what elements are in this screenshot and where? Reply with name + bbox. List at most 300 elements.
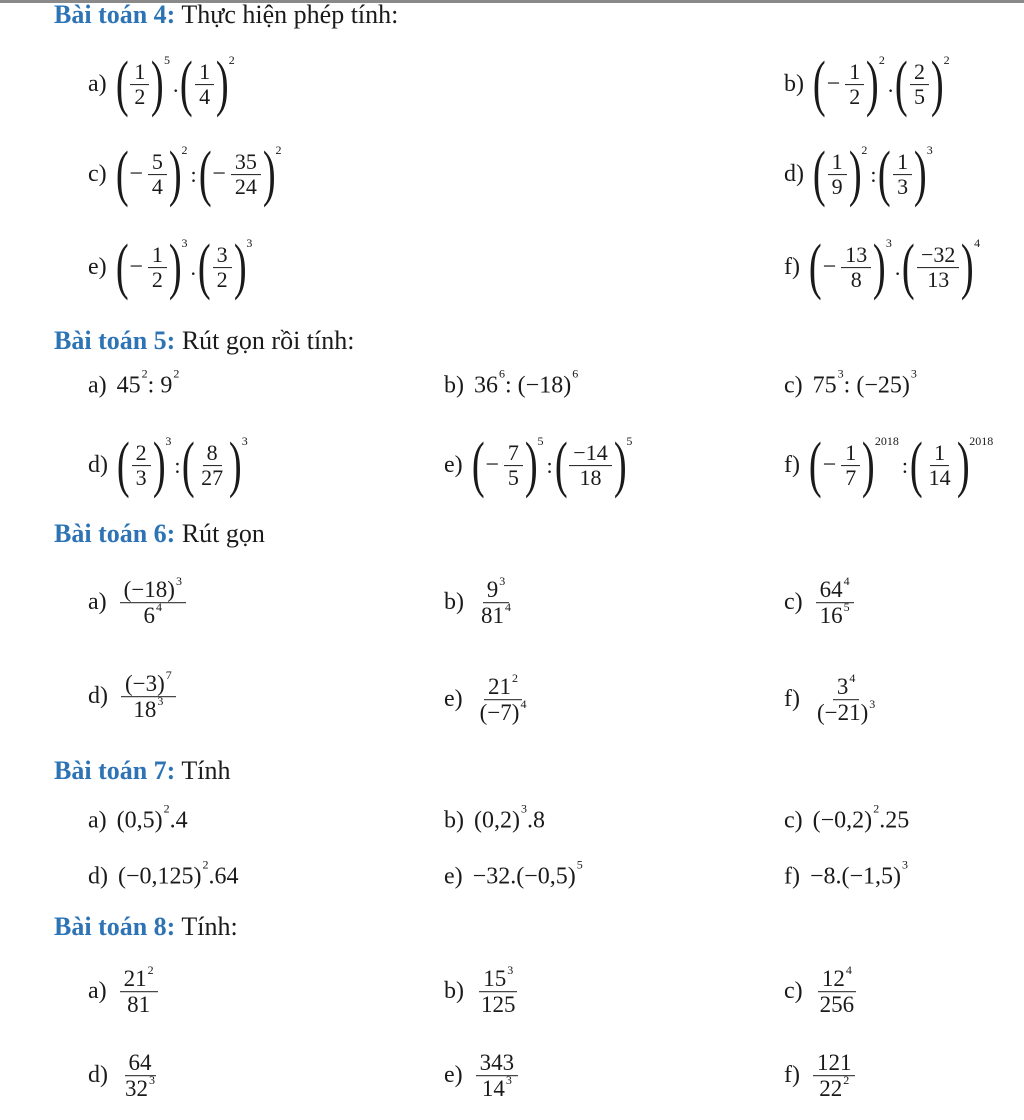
numerator: 1 [828,150,847,175]
denominator [129,694,167,723]
exponent: 7 [165,668,172,683]
exercise-label: e) [444,1062,463,1089]
exponent: 3 [165,434,172,449]
fraction [893,150,912,199]
rest: .25 [879,807,910,834]
base: 36 [474,372,498,399]
denominator: 9 [831,174,843,200]
exercise-4e [88,233,253,302]
exercise-label: d) [88,452,108,479]
exponent: 5 [843,600,850,615]
exponent: 5 [163,53,170,68]
fraction [195,60,214,109]
exponent: 3 [869,697,876,712]
left-paren: ( [180,50,194,119]
denominator: 2 [216,267,228,293]
math-expression [808,431,994,500]
right-paren: ) [262,140,276,209]
exponent: 2 [512,671,519,686]
exercise-7d [88,857,239,891]
numerator-base: (−18) [123,577,175,603]
operator: : [901,452,908,478]
base: −32.(−0,5) [472,863,576,890]
math-expression [117,574,189,629]
exponent: 5 [537,434,544,449]
fraction [813,671,879,726]
exercise-label: f) [784,452,800,479]
numerator: −32 [917,243,959,268]
left-paren: ( [878,140,892,209]
numerator: −14 [569,441,611,466]
math-expression [117,963,161,1018]
numerator-base: (−3) [125,671,165,697]
fraction [120,574,186,629]
numerator [818,963,856,992]
problem-5-heading [54,326,354,356]
math-expression [471,431,633,500]
numerator [833,671,860,700]
math-expression [473,1050,522,1102]
exercise-label: f) [784,1062,800,1089]
fraction [121,668,176,723]
math-expression [809,857,909,891]
power-term [878,140,933,209]
math-expression [473,671,534,726]
math-expression [812,50,950,119]
fraction [148,150,167,199]
denominator: 5 [507,465,519,491]
exponent: 2 [873,801,880,816]
numerator: 1 [893,150,912,175]
exponent: 2 [202,857,209,872]
exponent: 3 [241,434,248,449]
left-paren: ( [471,431,485,500]
exercise-label: d) [88,683,108,710]
denominator: 2 [134,84,146,110]
exercise-label: d) [88,863,108,890]
denominator: 3 [897,174,909,200]
power-term [812,50,885,119]
numerator [484,671,522,700]
exponent: 2 [163,801,170,816]
numerator-base: 3 [836,674,849,700]
operator: : [190,161,197,187]
exercise-label: c) [784,978,803,1005]
fraction [197,441,227,490]
exercise-7a [88,801,188,835]
exercise-5c [784,366,917,400]
left-paren: ( [812,50,826,119]
exercise-label: c) [784,589,803,616]
denominator-base: 256 [819,992,855,1018]
exercise-label: e) [444,863,463,890]
math-expression [474,963,523,1018]
right-paren: ) [151,50,165,119]
exponent: 2 [878,53,885,68]
numerator: 3 [213,243,232,268]
rest: : 9 [147,372,173,399]
left-paren: ( [909,431,923,500]
power-term [808,233,892,302]
exponent: 5 [576,857,583,872]
exercise-8d [88,1050,162,1102]
exponent: 3 [837,366,844,381]
base: 75 [812,372,837,399]
problem-instruction: Tính [181,756,231,785]
exercise-5f [784,431,994,500]
denominator-base: 6 [143,603,156,629]
exercise-4c [88,140,282,209]
numerator: 1 [841,441,860,466]
fraction [569,441,611,490]
denominator-base: 22 [819,1076,843,1102]
numerator-base: 64 [128,1050,152,1076]
right-paren: ) [930,50,944,119]
power-term [115,233,188,302]
numerator-base: 21 [123,966,147,992]
fraction [121,1050,159,1102]
left-paren: ( [198,140,212,209]
exponent: 2018 [874,434,899,449]
exercise-5d [88,431,248,500]
right-paren: ) [168,233,182,302]
numerator: 1 [930,441,949,466]
exercise-8b [444,963,523,1018]
exponent: 2 [147,963,154,978]
left-paren: ( [115,140,129,209]
exercise-8c [784,963,861,1018]
denominator-base: 81 [481,603,504,629]
right-paren: ) [961,233,975,302]
fraction [476,1050,519,1102]
exercise-label: b) [444,978,464,1005]
exponent: 2 [228,53,235,68]
fraction [816,574,854,629]
operator: . [172,71,179,97]
left-paren: ( [902,233,916,302]
problem-instruction: Thực hiện phép tính: [181,0,399,29]
exponent: 3 [181,236,188,251]
power-term [471,431,544,500]
power-term [554,431,633,500]
math-expression [474,801,545,835]
problem-4-heading [54,0,398,30]
math-expression [472,857,583,891]
denominator [121,1073,159,1102]
math-expression [813,963,862,1018]
minus-sign: − [129,161,143,188]
exponent: 3 [505,1073,512,1088]
math-expression [810,671,882,726]
right-paren: ) [233,233,247,302]
left-paren: ( [115,233,129,302]
power-term [902,233,981,302]
rest: : (−25) [843,372,910,399]
right-paren: ) [866,50,879,119]
problem-title: Bài toán 8: [54,912,176,941]
exponent: 2 [943,53,950,68]
problem-title: Bài toán 4: [54,0,176,29]
minus-sign: − [826,71,841,98]
exercise-6d [88,668,179,723]
math-expression [116,431,248,500]
math-expression [810,1050,859,1102]
right-paren: ) [152,431,166,500]
problem-instruction: Tính: [181,912,238,941]
fraction [477,963,520,1018]
problem-instruction: Rút gọn rồi tính: [181,326,355,355]
left-paren: ( [808,233,822,302]
fraction [841,441,860,490]
exercise-8f [784,1050,858,1102]
exercise-label: e) [444,452,463,479]
exercise-label: a) [88,978,107,1005]
exercise-4a [88,50,235,119]
operator: . [190,254,197,280]
exponent: 3 [149,1073,155,1088]
left-paren: ( [812,140,826,209]
denominator: 3 [135,465,147,491]
exercise-label: d) [784,161,804,188]
power-term [180,50,235,119]
numerator-base: 12 [821,966,845,992]
problem-7-heading [54,756,230,786]
exercise-5a [88,366,180,400]
fraction [148,243,167,292]
base: (0,2) [474,807,520,834]
numerator: 1 [845,60,864,85]
exponent: 4 [974,236,981,251]
numerator: 7 [504,441,523,466]
operator: : [174,452,181,478]
math-expression [813,574,857,629]
power-term [115,50,170,119]
fraction [816,963,859,1018]
numerator: 13 [841,243,871,268]
power-term [115,140,188,209]
math-expression [474,366,579,400]
denominator: 8 [850,267,862,293]
denominator: 7 [845,465,857,491]
denominator [816,600,854,629]
exponent: 4 [849,671,856,686]
fraction [130,60,149,109]
left-paren: ( [554,431,568,500]
power-term [197,233,253,302]
rest: .4 [169,807,188,834]
exercise-8e [444,1050,521,1102]
math-expression [115,140,282,209]
math-expression [474,574,518,629]
exponent: 4 [520,697,527,712]
exercise-label: e) [88,254,107,281]
exponent: 2 [141,366,148,381]
exercise-6b [444,574,518,629]
power-term [182,431,248,500]
denominator-base: 81 [127,992,151,1018]
numerator: 5 [148,150,167,175]
exercise-5b [444,366,579,400]
math-expression [812,801,910,835]
math-expression [115,50,235,119]
fraction [504,441,523,490]
exponent: 3 [885,236,892,251]
denominator-base: 125 [481,992,516,1018]
right-paren: ) [524,431,538,500]
fraction [120,963,158,1018]
exponent: 3 [926,143,933,158]
left-paren: ( [116,431,130,500]
exponent: 3 [175,574,182,589]
math-expression [812,140,933,209]
math-expression [118,668,179,723]
fraction [925,441,955,490]
numerator [120,963,158,992]
numerator [813,1050,856,1076]
power-term [198,140,282,209]
exercise-7f [784,857,909,891]
right-paren: ) [229,431,242,500]
numerator: 2 [910,60,929,85]
right-paren: ) [956,431,970,500]
minus-sign: − [485,452,499,479]
numerator-base: 21 [488,674,512,700]
problem-title: Bài toán 5: [54,326,176,355]
right-paren: ) [613,431,627,500]
exercise-4d [784,140,933,209]
left-paren: ( [197,233,211,302]
exercise-6c [784,574,857,629]
denominator: 13 [927,267,950,293]
exercise-label: a) [88,589,107,616]
exercise-6f [784,671,882,726]
numerator-base: 64 [819,577,843,603]
minus-sign: − [822,254,837,281]
fraction [231,150,261,199]
fraction [828,150,847,199]
math-expression [116,801,188,835]
left-paren: ( [808,431,822,500]
denominator: 14 [928,465,951,491]
right-paren: ) [862,431,875,500]
operator: : [546,452,553,478]
numerator [120,574,186,603]
right-paren: ) [873,233,886,302]
minus-sign: − [822,452,837,479]
numerator: 8 [203,441,222,466]
denominator: 27 [201,465,224,491]
base: (0,5) [116,807,163,834]
fraction [213,243,232,292]
exponent: 6 [572,366,579,381]
exercise-5e [444,431,633,500]
exponent: 2 [843,1073,850,1088]
exercise-8a [88,963,161,1018]
exponent: 6 [499,366,505,381]
exercise-label: b) [444,372,464,399]
denominator: 5 [914,84,926,110]
exercise-label: b) [444,807,464,834]
exercise-label: c) [784,807,803,834]
numerator: 2 [132,441,151,466]
power-term [909,431,994,500]
exponent: 3 [910,366,917,381]
base: −8.(−1,5) [809,863,902,890]
exercise-4b [784,50,950,119]
denominator [123,993,154,1018]
exponent: 2018 [969,434,994,449]
denominator [815,1073,853,1102]
fraction [476,671,531,726]
exponent: 3 [520,801,527,816]
math-expression [812,366,917,400]
exercise-label: a) [88,71,107,98]
base: (−0,2) [812,807,873,834]
denominator [478,1073,516,1102]
fraction [841,243,871,292]
exercise-label: b) [784,71,804,98]
denominator-base: 18 [133,697,157,723]
exercise-label: c) [784,372,803,399]
minus-sign: − [212,161,226,188]
numerator-base: 121 [816,1050,852,1076]
denominator: 18 [579,465,602,491]
fraction [917,243,959,292]
exercise-label: f) [784,254,800,281]
denominator [477,600,515,629]
right-paren: ) [914,140,927,209]
left-paren: ( [895,50,909,119]
exponent: 2 [181,143,188,158]
numerator-base: 343 [479,1050,515,1076]
numerator-base: 9 [486,577,499,603]
exercise-label: c) [88,161,107,188]
problem-instruction: Rút gọn [181,519,265,548]
numerator: 1 [195,60,214,85]
rest: .8 [526,807,545,834]
power-term [116,431,172,500]
problem-title: Bài toán 6: [54,519,176,548]
left-paren: ( [115,50,129,119]
exponent: 5 [626,434,633,449]
minus-sign: − [129,254,143,281]
exercise-7e [444,857,583,891]
denominator-base: 14 [481,1076,505,1102]
denominator: 2 [849,84,861,110]
exercise-6a [88,574,189,629]
exponent: 2 [173,366,180,381]
fraction [910,60,929,109]
denominator [816,993,859,1018]
rest: .64 [208,863,239,890]
problem-title: Bài toán 7: [54,756,176,785]
numerator [121,668,176,697]
denominator [813,697,879,726]
exercise-label: d) [88,1062,108,1089]
fraction [813,1050,856,1102]
operator: . [894,254,901,280]
exercise-4f [784,233,981,302]
denominator [140,600,167,629]
operator: : [870,161,877,187]
exponent: 3 [246,236,253,251]
denominator-base: 32 [125,1076,148,1102]
math-expression [808,233,981,302]
numerator: 1 [148,243,167,268]
fraction [477,574,515,629]
exercise-label: a) [88,807,107,834]
exercise-label: f) [784,863,800,890]
